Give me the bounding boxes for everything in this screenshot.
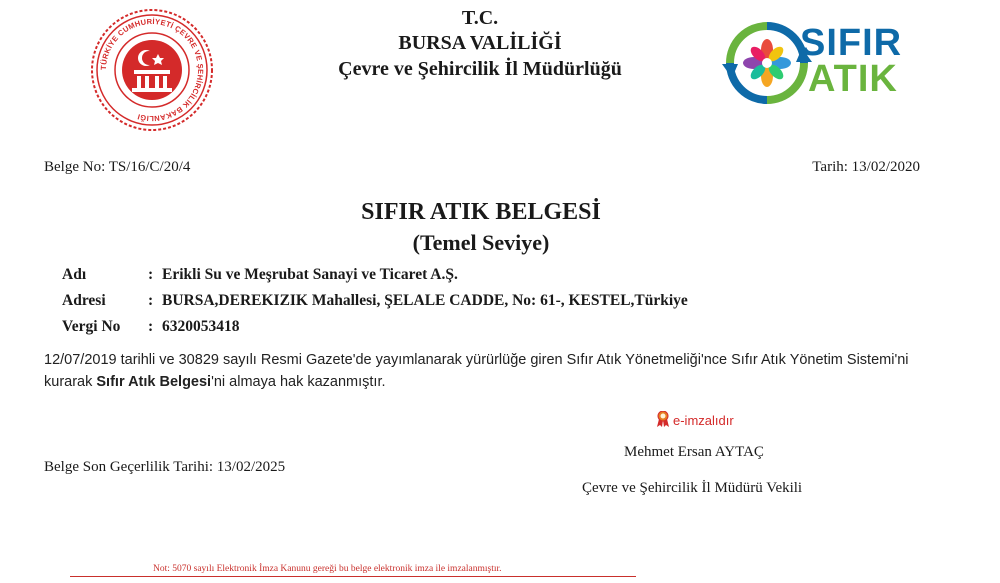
signer-name: Mehmet Ersan AYTAÇ bbox=[624, 444, 764, 460]
info-label: Adı bbox=[62, 266, 87, 283]
certificate-title: SIFIR ATIK BELGESİ bbox=[361, 199, 601, 225]
validity-date: Belge Son Geçerlilik Tarihi: 13/02/2025 bbox=[44, 459, 286, 475]
logo-word-sifir: SIFIR bbox=[800, 22, 903, 64]
header-mudurluk: Çevre ve Şehircilik İl Müdürlüğü bbox=[338, 58, 622, 80]
statement-part1: 12/07/2019 tarihli ve 30829 sayılı Resmi Gazete'de yayımlanarak yürürlüğe giren Sıfır Atık Yönetmeliği'nce Sıfır Atık Yönetim Sistemi'ni kurarak bbox=[44, 352, 909, 390]
info-value: Erikli Su ve Meşrubat Sanayi ve Ticaret A.Ş. bbox=[162, 266, 458, 283]
signer-title: Çevre ve Şehircilik İl Müdürü Vekili bbox=[582, 480, 803, 496]
certificate-statement bbox=[44, 349, 944, 393]
info-label: Adresi bbox=[62, 292, 106, 309]
logo-word-atik: ATIK bbox=[808, 58, 898, 100]
info-row-name: Adı : Erikli Su ve Meşrubat Sanayi ve Ticaret A.Ş. bbox=[62, 262, 688, 288]
header-tc: T.C. bbox=[461, 7, 499, 29]
statement-part2: 'ni almaya hak kazanmıştır. bbox=[211, 374, 386, 390]
footer-note: Not: 5070 sayılı Elektronik İmza Kanunu gereği bu belge elektronik imza ile imzalanmıştır. bbox=[153, 564, 502, 574]
document-number: Belge No: TS/16/C/20/4 bbox=[44, 159, 191, 175]
ministry-seal bbox=[90, 8, 214, 132]
info-row-address: Adresi : BURSA,DEREKIZIK Mahallesi, ŞELALE CADDE, No: 61-, KESTEL,Türkiye bbox=[62, 288, 688, 314]
document-header bbox=[300, 6, 660, 82]
seal-text: TÜRKİYE CUMHURİYETİ ÇEVRE VE ŞEHİRCİLİK BAKANLIĞI bbox=[98, 16, 206, 124]
e-signature-label: e-imzalıdır bbox=[673, 412, 734, 428]
info-value: 6320053418 bbox=[162, 318, 240, 335]
e-signature-badge bbox=[657, 411, 734, 432]
header-valilik: BURSA VALİLİĞİ bbox=[398, 32, 562, 54]
company-info bbox=[62, 262, 688, 340]
document-date: Tarih: 13/02/2020 bbox=[812, 159, 920, 175]
certificate-level: (Temel Seviye) bbox=[412, 230, 550, 255]
info-value: BURSA,DEREKIZIK Mahallesi, ŞELALE CADDE, No: 61-, KESTEL,Türkiye bbox=[162, 292, 688, 309]
statement-bold: Sıfır Atık Belgesi bbox=[96, 374, 212, 390]
award-ribbon-icon bbox=[657, 411, 669, 432]
info-row-tax-number: Vergi No : 6320053418 bbox=[62, 314, 688, 340]
footer-divider bbox=[70, 576, 636, 577]
info-label: Vergi No bbox=[62, 318, 121, 335]
recycle-flower-icon bbox=[722, 18, 812, 108]
